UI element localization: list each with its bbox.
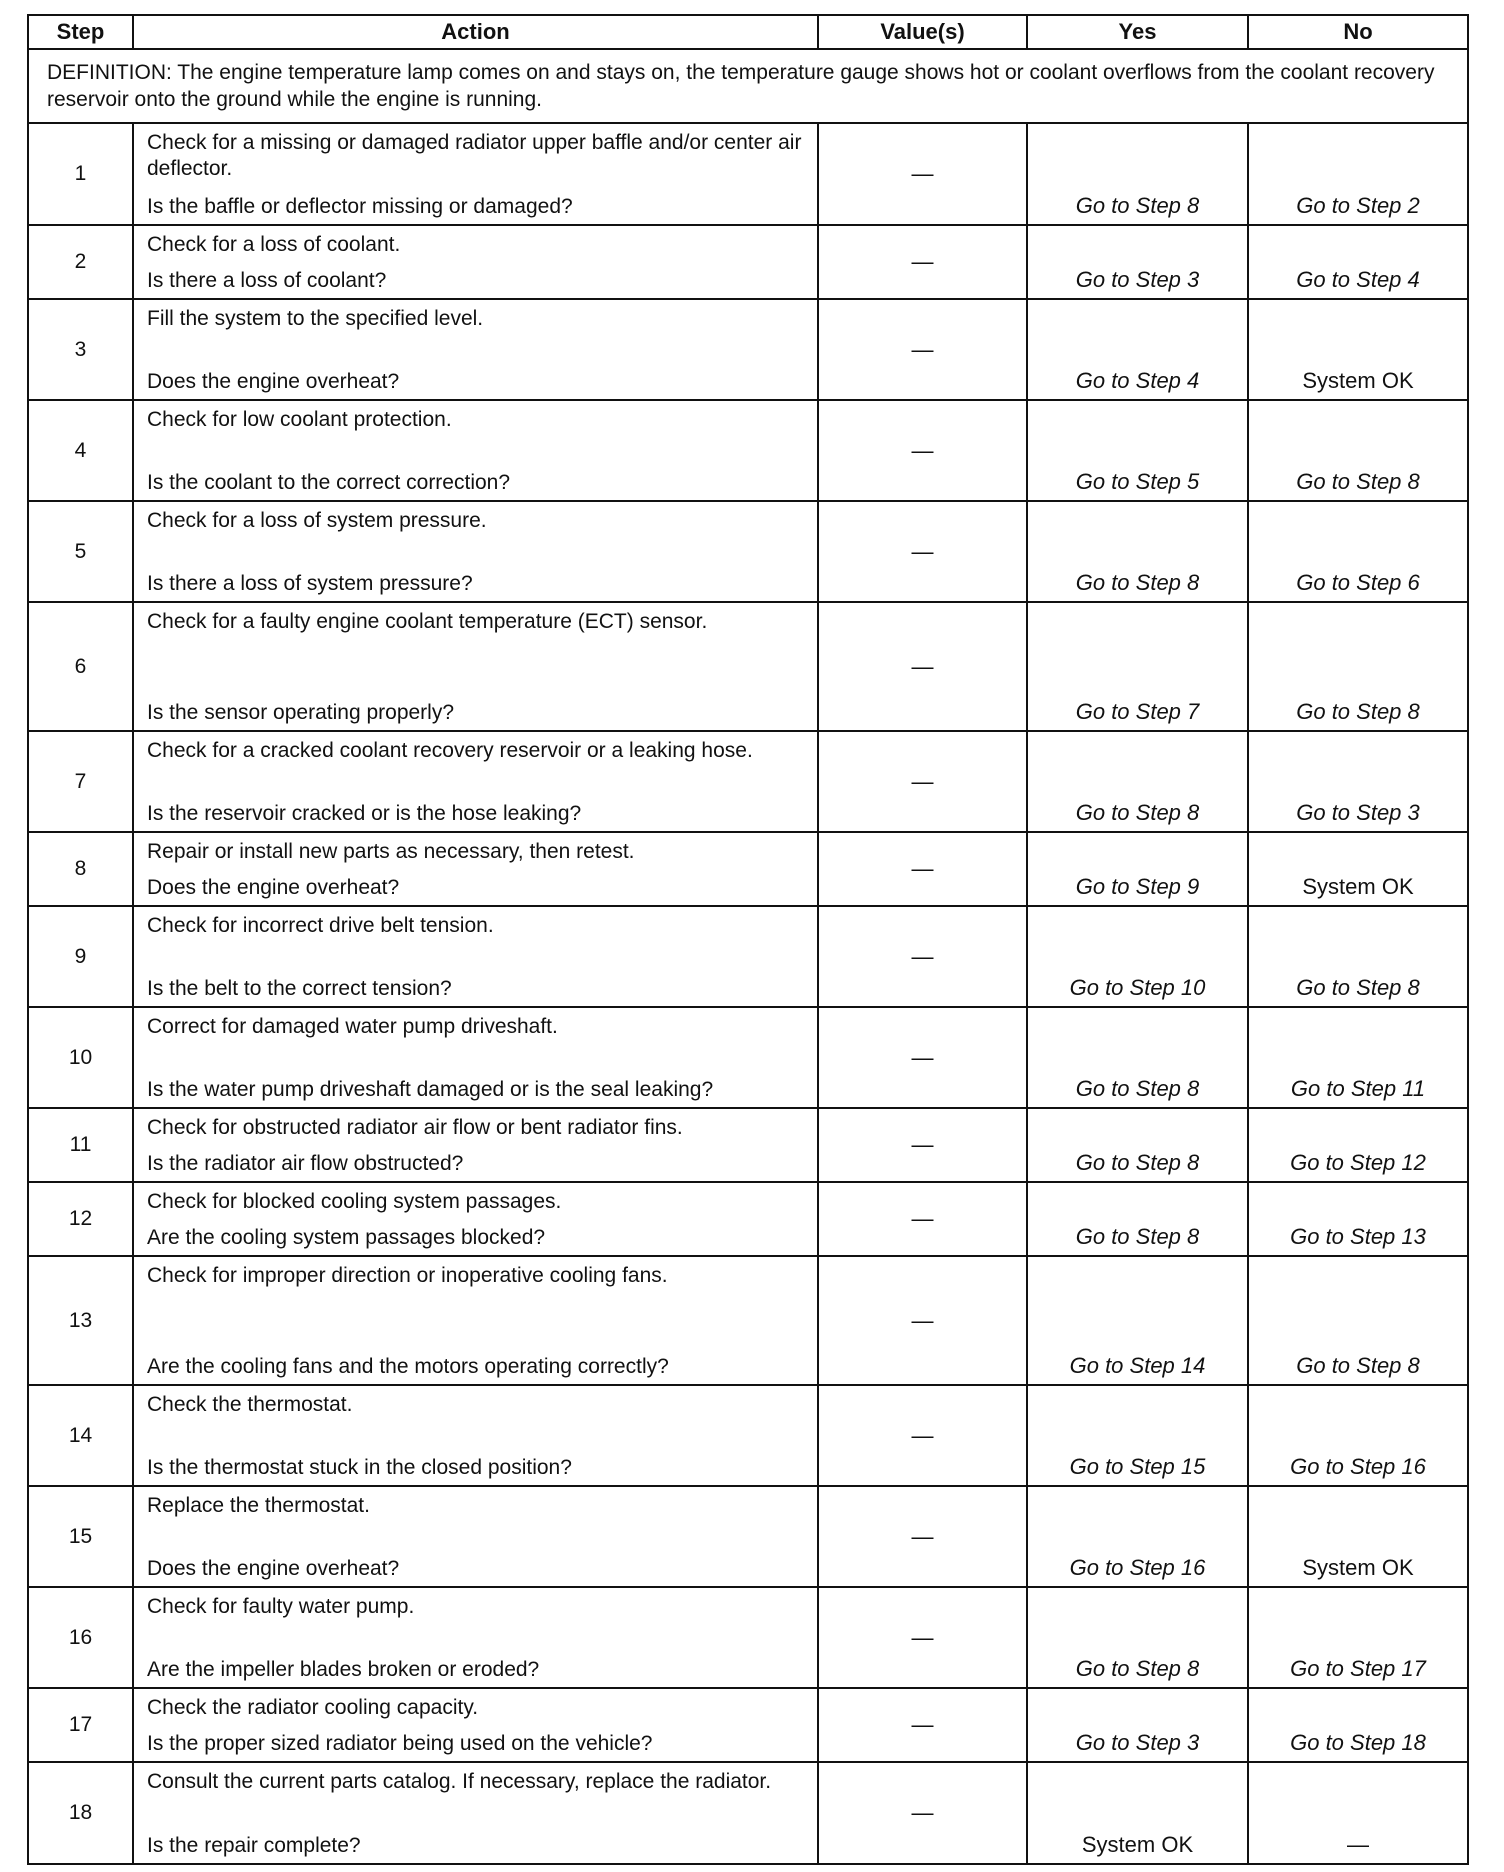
value-cell: —	[818, 906, 1027, 1007]
table-row	[28, 1182, 1468, 1256]
action-content	[134, 833, 817, 905]
header-values: Value(s)	[818, 15, 1027, 49]
no-result: System OK	[1248, 832, 1468, 906]
value-cell: —	[818, 1385, 1027, 1486]
table-row	[28, 1007, 1468, 1108]
action-content	[134, 502, 817, 601]
value-cell: —	[818, 501, 1027, 602]
no-result: —	[1248, 1762, 1468, 1864]
no-result: Go to Step 18	[1248, 1688, 1468, 1762]
no-result: Go to Step 13	[1248, 1182, 1468, 1256]
action-cell	[133, 1385, 818, 1486]
action-content	[134, 1689, 817, 1761]
step-number: 5	[28, 501, 133, 602]
action-content	[134, 226, 817, 298]
action-check: Check for a loss of coolant.	[147, 233, 401, 256]
no-result: System OK	[1248, 1486, 1468, 1587]
action-content	[134, 401, 817, 500]
action-check: Check for blocked cooling system passages.	[147, 1190, 562, 1213]
value-cell: —	[818, 123, 1027, 225]
step-number: 11	[28, 1108, 133, 1182]
action-content	[134, 732, 817, 831]
no-result: Go to Step 2	[1248, 123, 1468, 225]
table-row	[28, 299, 1468, 400]
action-check: Check for faulty water pump.	[147, 1595, 415, 1618]
table-row	[28, 1587, 1468, 1688]
step-number: 10	[28, 1007, 133, 1108]
yes-result: Go to Step 8	[1027, 1108, 1248, 1182]
action-question: Does the engine overheat?	[147, 876, 400, 899]
value-cell: —	[818, 1007, 1027, 1108]
action-cell	[133, 906, 818, 1007]
action-cell	[133, 1108, 818, 1182]
step-number: 14	[28, 1385, 133, 1486]
action-question: Is there a loss of coolant?	[147, 269, 387, 292]
value-cell: —	[818, 1762, 1027, 1864]
action-content	[134, 603, 817, 730]
step-number: 7	[28, 731, 133, 832]
step-number: 3	[28, 299, 133, 400]
action-question: Is there a loss of system pressure?	[147, 572, 473, 595]
no-result: Go to Step 8	[1248, 400, 1468, 501]
action-check: Check the radiator cooling capacity.	[147, 1696, 479, 1719]
action-cell	[133, 602, 818, 731]
yes-result: Go to Step 15	[1027, 1385, 1248, 1486]
no-result: Go to Step 11	[1248, 1007, 1468, 1108]
action-question: Is the repair complete?	[147, 1834, 361, 1857]
value-cell: —	[818, 1688, 1027, 1762]
header-yes: Yes	[1027, 15, 1248, 49]
action-content	[134, 907, 817, 1006]
definition-text: DEFINITION: The engine temperature lamp comes on and stays on, the temperature gauge shows hot or coolant overflows from the coolant recovery reservoir onto the ground while the engine is running.	[28, 49, 1468, 123]
table-row	[28, 731, 1468, 832]
value-cell: —	[818, 1182, 1027, 1256]
yes-result: Go to Step 3	[1027, 1688, 1248, 1762]
value-cell: —	[818, 731, 1027, 832]
action-cell	[133, 400, 818, 501]
yes-result: Go to Step 8	[1027, 1007, 1248, 1108]
action-cell	[133, 299, 818, 400]
value-cell: —	[818, 1108, 1027, 1182]
header-no: No	[1248, 15, 1468, 49]
action-content	[134, 1008, 817, 1107]
action-check: Correct for damaged water pump driveshaft.	[147, 1015, 558, 1038]
yes-result: Go to Step 8	[1027, 123, 1248, 225]
no-result: Go to Step 8	[1248, 906, 1468, 1007]
action-cell	[133, 1688, 818, 1762]
action-check: Fill the system to the specified level.	[147, 307, 484, 330]
yes-result: Go to Step 16	[1027, 1486, 1248, 1587]
action-question: Are the cooling fans and the motors operating correctly?	[147, 1355, 669, 1378]
header-row	[28, 15, 1468, 49]
action-check: Repair or install new parts as necessary, then retest.	[147, 840, 635, 863]
value-cell: —	[818, 400, 1027, 501]
no-result: Go to Step 16	[1248, 1385, 1468, 1486]
action-question: Is the proper sized radiator being used on the vehicle?	[147, 1732, 653, 1755]
table-row	[28, 225, 1468, 299]
action-content	[134, 1257, 817, 1384]
action-question: Is the belt to the correct tension?	[147, 977, 452, 1000]
no-result: Go to Step 12	[1248, 1108, 1468, 1182]
table-row	[28, 1688, 1468, 1762]
action-check: Check for improper direction or inoperative cooling fans.	[147, 1264, 668, 1287]
value-cell: —	[818, 832, 1027, 906]
action-question: Is the radiator air flow obstructed?	[147, 1152, 464, 1175]
action-check: Check for incorrect drive belt tension.	[147, 914, 494, 937]
table-row	[28, 400, 1468, 501]
table-row	[28, 1256, 1468, 1385]
step-number: 17	[28, 1688, 133, 1762]
action-question: Is the sensor operating properly?	[147, 701, 455, 724]
action-question: Is the thermostat stuck in the closed position?	[147, 1456, 572, 1479]
yes-result: Go to Step 14	[1027, 1256, 1248, 1385]
action-question: Is the water pump driveshaft damaged or is the seal leaking?	[147, 1078, 714, 1101]
header-step: Step	[28, 15, 133, 49]
step-number: 2	[28, 225, 133, 299]
value-cell: —	[818, 602, 1027, 731]
yes-result: Go to Step 5	[1027, 400, 1248, 501]
action-question: Does the engine overheat?	[147, 370, 400, 393]
step-number: 18	[28, 1762, 133, 1864]
action-cell	[133, 1182, 818, 1256]
step-number: 6	[28, 602, 133, 731]
action-cell	[133, 1762, 818, 1864]
yes-result: Go to Step 10	[1027, 906, 1248, 1007]
action-cell	[133, 501, 818, 602]
action-cell	[133, 731, 818, 832]
value-cell: —	[818, 1587, 1027, 1688]
yes-result: Go to Step 9	[1027, 832, 1248, 906]
table-row	[28, 1108, 1468, 1182]
table-row	[28, 602, 1468, 731]
no-result: Go to Step 4	[1248, 225, 1468, 299]
table-row	[28, 1385, 1468, 1486]
action-question: Is the reservoir cracked or is the hose leaking?	[147, 802, 582, 825]
no-result: Go to Step 3	[1248, 731, 1468, 832]
yes-result: Go to Step 7	[1027, 602, 1248, 731]
value-cell: —	[818, 225, 1027, 299]
table-row	[28, 123, 1468, 225]
no-result: Go to Step 8	[1248, 602, 1468, 731]
no-result: System OK	[1248, 299, 1468, 400]
action-check: Check for a missing or damaged radiator upper baffle and/or center air deflector.	[147, 131, 802, 180]
no-result: Go to Step 17	[1248, 1587, 1468, 1688]
step-number: 4	[28, 400, 133, 501]
action-question: Is the baffle or deflector missing or damaged?	[147, 195, 573, 218]
table-row	[28, 832, 1468, 906]
table-row	[28, 906, 1468, 1007]
action-check: Check for low coolant protection.	[147, 408, 452, 431]
action-cell	[133, 1486, 818, 1587]
yes-result: Go to Step 8	[1027, 1587, 1248, 1688]
action-content	[134, 1109, 817, 1181]
action-content	[134, 124, 817, 224]
action-content	[134, 1487, 817, 1586]
action-check: Consult the current parts catalog. If necessary, replace the radiator.	[147, 1770, 772, 1793]
action-cell	[133, 832, 818, 906]
action-cell	[133, 123, 818, 225]
action-cell	[133, 225, 818, 299]
yes-result: Go to Step 8	[1027, 1182, 1248, 1256]
action-cell	[133, 1587, 818, 1688]
step-number: 13	[28, 1256, 133, 1385]
header-action: Action	[133, 15, 818, 49]
value-cell: —	[818, 1256, 1027, 1385]
action-check: Check for obstructed radiator air flow or bent radiator fins.	[147, 1116, 683, 1139]
definition-row	[28, 49, 1468, 123]
action-content	[134, 300, 817, 399]
table-row	[28, 501, 1468, 602]
yes-result: Go to Step 3	[1027, 225, 1248, 299]
step-number: 1	[28, 123, 133, 225]
action-content	[134, 1588, 817, 1687]
step-number: 15	[28, 1486, 133, 1587]
action-content	[134, 1386, 817, 1485]
action-cell	[133, 1256, 818, 1385]
action-question: Are the impeller blades broken or eroded?	[147, 1658, 540, 1681]
action-question: Does the engine overheat?	[147, 1557, 400, 1580]
yes-result: Go to Step 4	[1027, 299, 1248, 400]
value-cell: —	[818, 299, 1027, 400]
step-number: 12	[28, 1182, 133, 1256]
action-check: Check for a loss of system pressure.	[147, 509, 487, 532]
action-question: Is the coolant to the correct correction?	[147, 471, 511, 494]
diagnostic-table	[27, 14, 1469, 1865]
action-check: Check the thermostat.	[147, 1393, 353, 1416]
action-content	[134, 1183, 817, 1255]
action-check: Check for a cracked coolant recovery reservoir or a leaking hose.	[147, 739, 753, 762]
action-content	[134, 1763, 817, 1863]
step-number: 8	[28, 832, 133, 906]
step-number: 16	[28, 1587, 133, 1688]
action-check: Replace the thermostat.	[147, 1494, 370, 1517]
yes-result: System OK	[1027, 1762, 1248, 1864]
step-number: 9	[28, 906, 133, 1007]
no-result: Go to Step 8	[1248, 1256, 1468, 1385]
value-cell: —	[818, 1486, 1027, 1587]
yes-result: Go to Step 8	[1027, 501, 1248, 602]
action-check: Check for a faulty engine coolant temperature (ECT) sensor.	[147, 610, 708, 633]
action-question: Are the cooling system passages blocked?	[147, 1226, 546, 1249]
no-result: Go to Step 6	[1248, 501, 1468, 602]
action-cell	[133, 1007, 818, 1108]
yes-result: Go to Step 8	[1027, 731, 1248, 832]
table-row	[28, 1762, 1468, 1864]
table-row	[28, 1486, 1468, 1587]
